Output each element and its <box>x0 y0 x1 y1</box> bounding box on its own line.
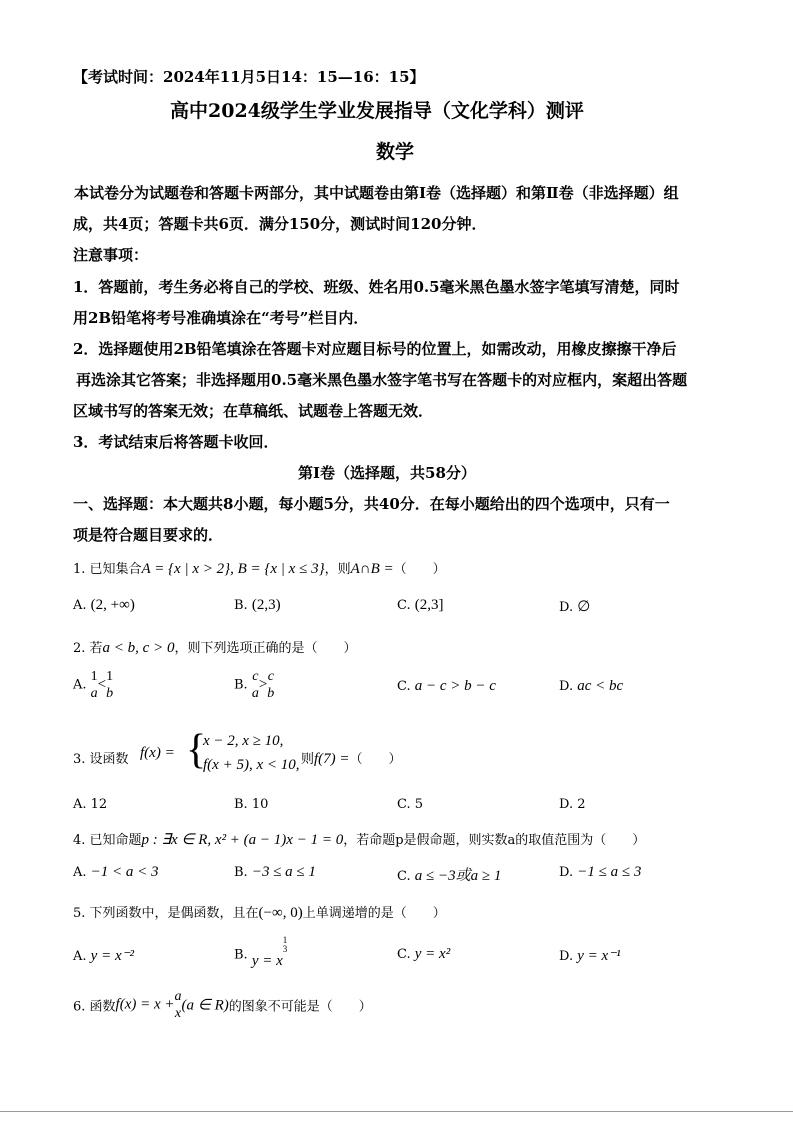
q2-option-c: C. a − c > b − c <box>397 678 496 694</box>
section-title: 第Ⅰ卷（选择题，共58分） <box>298 464 476 482</box>
question-6-func: f(x) = x + <box>115 996 175 1013</box>
q5-option-c: C. y = x² <box>397 946 451 962</box>
question-6-frac: a x <box>174 989 182 1021</box>
page-bottom-rule <box>0 1111 793 1112</box>
q4-option-d: D. −1 ≤ a ≤ 3 <box>559 864 642 880</box>
note-2-line-2: 再选涂其它答案；非选择题用0.5毫米黑色墨水签字笔书写在答题卡的对应框内，案超出答题 <box>76 371 688 389</box>
q5-option-b: B. y = x 1 3 <box>234 935 288 969</box>
question-3-tail: 则f(7) =（ ） <box>301 751 402 767</box>
subject-title: 数学 <box>376 141 415 163</box>
question-3-func: f(x) = <box>140 745 175 761</box>
q3-option-d: D. 2 <box>559 797 586 812</box>
question-4: 4. 已知命题p : ∃x ∈ R, x² + (a − 1)x − 1 = 0，若命题p是假命题，则实数a的取值范围为（ ） <box>73 832 646 848</box>
question-1-prefix: 1. 已知集合 <box>73 562 142 577</box>
question-6: 6. 函数f(x) = x + a x (a ∈ R)的图象不可能是（ ） <box>73 989 372 1021</box>
q2-option-d: D. ac < bc <box>559 678 624 694</box>
intro-line-1: 本试卷分为试题卷和答题卡两部分，其中试题卷由第Ⅰ卷（选择题）和第Ⅱ卷（非选择题）组 <box>74 184 679 202</box>
question-4-proposition: p : ∃x ∈ R, x² + (a − 1)x − 1 = 0 <box>141 832 344 848</box>
note-3: 3．考试结束后将答题卡收回． <box>73 433 279 451</box>
q2b-frac-2: c b <box>267 669 275 701</box>
q1-option-a: A. (2, +∞) <box>73 597 135 613</box>
question-2-prefix: 2. 若 <box>73 641 103 656</box>
question-1 <box>73 558 446 578</box>
note-2-line-1: 2．选择题使用2B铅笔填涂在答题卡对应题目标号的位置上，如需改动，用橡皮擦擦干净后 <box>73 340 677 358</box>
intro-line-2: 成，共4页；答题卡共6页．满分150分，测试时间120分钟． <box>73 215 487 233</box>
question-1-sets: A = {x | x > 2}, B = {x | x ≤ 3} <box>141 561 325 577</box>
q2-option-a: A. 1 a < 1 b <box>73 669 114 701</box>
question-2-text: ，则下列选项正确的是（ ） <box>174 641 357 656</box>
note-1-line-1: 1．答题前，考生务必将自己的学校、班级、姓名用0.5毫米黑色墨水签字笔填写清楚，同时 <box>73 278 680 296</box>
q4-option-c: C. a ≤ −3或a ≥ 1 <box>397 868 502 884</box>
q5b-exponent: 1 3 <box>282 935 288 954</box>
note-2-line-3: 区域书写的答案无效；在草稿纸、试题卷上答题无效． <box>73 402 434 420</box>
question-3-brace: { <box>186 727 207 773</box>
q2a-frac-1: 1 a <box>90 669 98 701</box>
exam-time: 【考试时间：2024年11月5日14：15—16：15】 <box>73 68 425 86</box>
section-instruction-line-1: 一、选择题：本大题共8小题，每小题5分，共40分．在每小题给出的四个选项中，只有一 <box>73 495 670 513</box>
q3-option-b: B. 10 <box>234 797 269 812</box>
question-6-domain: (a ∈ R) <box>181 997 229 1014</box>
question-1-expr: A∩B = <box>350 561 394 577</box>
q2-option-b: B. c a > c b <box>234 669 275 701</box>
question-3-prefix: 3. 设函数 <box>73 752 129 767</box>
question-2 <box>73 637 356 657</box>
question-2-condition: a < b, c > 0 <box>102 640 175 656</box>
question-1-paren: （ ） <box>393 562 446 577</box>
q1-option-b: B. (2,3) <box>234 597 281 613</box>
q1-option-c: C. (2,3] <box>397 597 444 613</box>
q5-option-d: D. y = x⁻¹ <box>559 948 621 964</box>
q5b-expr: y = x <box>251 952 283 969</box>
section-instruction-line-2: 项是符合题目要求的． <box>73 526 224 544</box>
note-1-line-2: 用2B铅笔将考号准确填涂在“考号”栏目内． <box>73 309 369 327</box>
notes-heading: 注意事项： <box>73 246 149 264</box>
question-3-case-2: f(x + 5), x < 10, <box>203 757 300 773</box>
q2a-frac-2: 1 b <box>106 669 114 701</box>
q3-option-c: C. 5 <box>397 797 424 812</box>
question-1-mid: ，则 <box>324 562 351 577</box>
question-3-case-1: x − 2, x ≥ 10, <box>203 733 284 749</box>
q2b-frac-1: c a <box>251 669 259 701</box>
question-5-interval: (−∞, 0) <box>258 905 303 921</box>
q5-option-a: A. y = x⁻² <box>73 948 135 964</box>
q1-option-d: D. ∅ <box>559 599 591 615</box>
q4-option-b: B. −3 ≤ a ≤ 1 <box>234 864 316 880</box>
page-title: 高中2024级学生学业发展指导（文化学科）测评 <box>170 100 584 122</box>
q3-option-a: A. 12 <box>73 797 108 812</box>
q4-option-a: A. −1 < a < 3 <box>73 864 159 880</box>
question-5: 5. 下列函数中，是偶函数，且在(−∞, 0)上单调递增的是（ ） <box>73 905 446 921</box>
